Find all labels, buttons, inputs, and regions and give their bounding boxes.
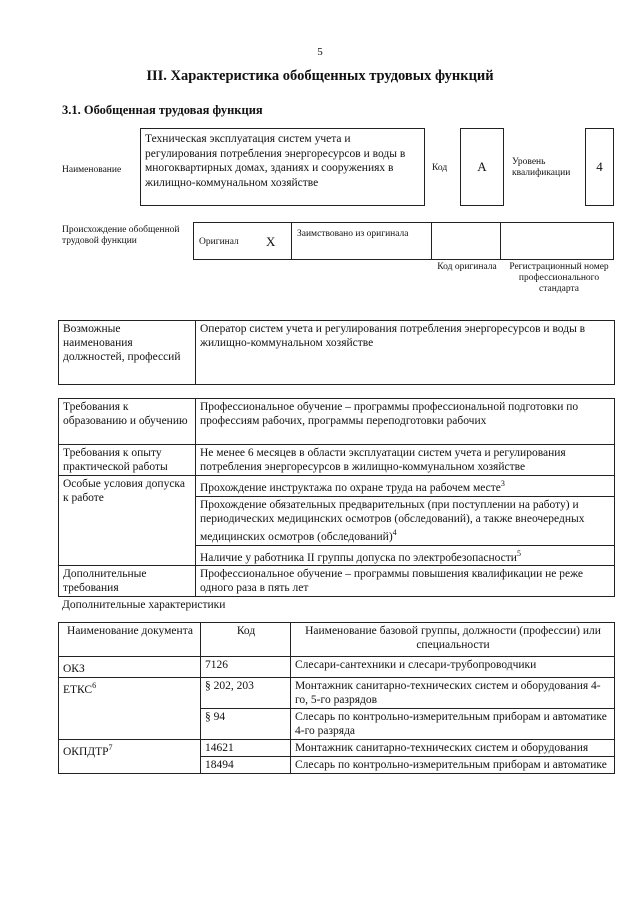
table-row: ЕТКС$^6$ § 202, 203 Монтажник санитарно-технических систем и оборудования 4-го, 5-го разрядов <box>59 677 615 708</box>
table-row: ОКЗ 7126 Слесари-сантехники и слесари-трубопроводчики <box>59 657 615 678</box>
admission-label: Особые условия допуска к работе <box>59 476 196 566</box>
origin-divider <box>431 223 432 259</box>
gtf-code-label: Код <box>432 163 448 173</box>
origin-divider <box>500 223 501 259</box>
origin-original-mark: X <box>266 234 276 249</box>
positions-label: Возможные наименования должностей, профессий <box>59 321 196 385</box>
table-row: ОКПДТР$^7$ 14621 Монтажник санитарно-технических систем и оборудования <box>59 739 615 756</box>
admission-item: Прохождение инструктажа по охране труда на рабочем месте$^3$ <box>196 476 615 497</box>
gtf-name-value: Техническая эксплуатация систем учета и регулирования потребления энергоресурсов и воды в многоквартирных домах, зданиях и сооружениях в жилищно-коммунальном хозяйстве <box>140 128 425 206</box>
column-header: Наименование документа <box>59 623 201 657</box>
additional-req-label: Дополнительные требования <box>59 566 196 597</box>
experience-label: Требования к опыту практической работы <box>59 445 196 476</box>
positions-table <box>58 320 615 385</box>
origin-reg-caption: Регистрационный номер профессионального стандарта <box>509 262 609 294</box>
origin-original-label: Оригинал <box>199 237 239 247</box>
positions-value: Оператор систем учета и регулирования потребления энергоресурсов и воды в жилищно-коммунальном хозяйстве <box>196 321 615 385</box>
education-label: Требования к образованию и обучению <box>59 399 196 445</box>
origin-table <box>193 222 614 260</box>
column-header: Наименование базовой группы, должности (профессии) или специальности <box>291 623 615 657</box>
gtf-code-value: A <box>460 128 504 206</box>
origin-code-caption: Код оригинала <box>437 262 497 272</box>
additional-chars-title: Дополнительные характеристики <box>62 599 226 611</box>
page-number: 5 <box>317 46 323 58</box>
gtf-level-label: Уровень квалификации <box>512 157 571 178</box>
experience-value: Не менее 6 месяцев в области эксплуатации систем учета и регулирования потребления энергоресурсов в жилищно-коммунальном хозяйстве <box>196 445 615 476</box>
subsection-title: 3.1. Обобщенная трудовая функция <box>62 103 263 117</box>
additional-req-value: Профессиональное обучение – программы повышения квалификации не реже одного раза в пять лет <box>196 566 615 597</box>
section-title: III. Характеристика обобщенных трудовых функций <box>146 68 494 84</box>
table-row: § 94 Слесарь по контрольно-измерительным приборам и автоматике 4-го разряда <box>59 708 615 739</box>
origin-divider <box>291 223 292 259</box>
gtf-name-label: Наименование <box>62 165 122 175</box>
gtf-level-value: 4 <box>585 128 614 206</box>
origin-borrowed-label: Заимствовано из оригинала <box>297 229 409 239</box>
additional-chars-table <box>58 622 615 774</box>
table-row: 18494 Слесарь по контрольно-измерительным приборам и автоматике <box>59 756 615 773</box>
admission-item: Наличие у работника II группы допуска по электробезопасности$^5$ <box>196 545 615 566</box>
education-value: Профессиональное обучение – программы профессиональной подготовки по профессиям рабочих, программы переподготовки рабочих <box>196 399 615 445</box>
requirements-table <box>58 398 615 597</box>
admission-item: Прохождение обязательных предварительных (при поступлении на работу) и периодических медицинских осмотров (обследований), а также внеочередных медицинских осмотров (обследований)$^4$ <box>196 496 615 545</box>
column-header: Код <box>201 623 291 657</box>
origin-label: Происхождение обобщенной трудовой функции <box>62 225 180 246</box>
